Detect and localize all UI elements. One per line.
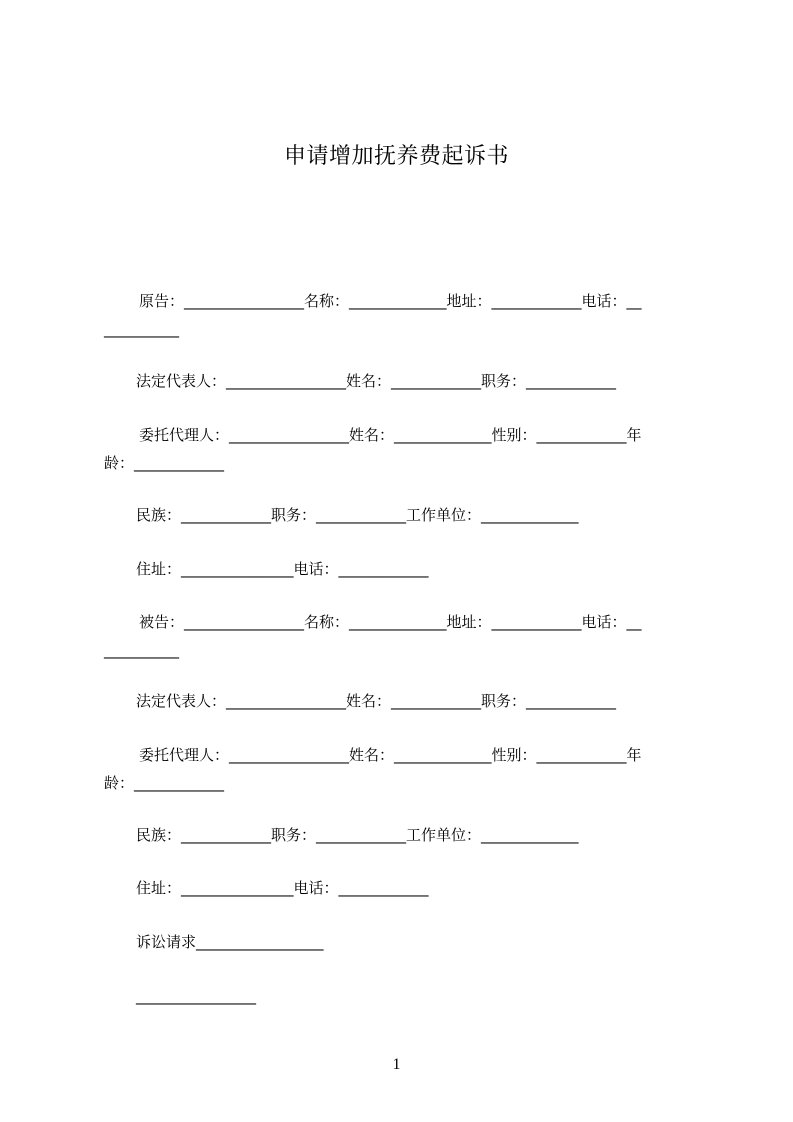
plaintiff-agent-age-line: 龄：____________ (104, 454, 225, 472)
claim-line: 诉讼请求_________________ (136, 933, 324, 951)
defendant-agent-line: 委托代理人：________________姓名：_____________性别：____________年 (139, 746, 642, 764)
defendant-legal-rep-line: 法定代表人：________________姓名：____________职务：____________ (136, 692, 617, 710)
plaintiff-line-continued: __________ (104, 320, 179, 338)
defendant-line: 被告：________________名称：_____________地址：____________电话：__ (139, 613, 642, 631)
defendant-address-line: 住址：_______________电话：____________ (136, 879, 429, 897)
plaintiff-legal-rep-line: 法定代表人：________________姓名：____________职务：____________ (136, 372, 617, 390)
defendant-line-continued: __________ (104, 641, 179, 659)
plaintiff-line: 原告：________________名称：_____________地址：____________电话：__ (139, 292, 642, 310)
page-number: 1 (392, 1056, 401, 1073)
plaintiff-ethnicity-line: 民族：____________职务：____________工作单位：_____________ (136, 506, 579, 524)
plaintiff-agent-line: 委托代理人：________________姓名：_____________性别：____________年 (139, 426, 642, 444)
claim-blank-line: ________________ (136, 987, 256, 1005)
document-title: 申请增加抚养费起诉书 (283, 144, 509, 169)
plaintiff-address-line: 住址：_______________电话：____________ (136, 560, 429, 578)
defendant-ethnicity-line: 民族：____________职务：____________工作单位：_____________ (136, 826, 579, 844)
defendant-agent-age-line: 龄：____________ (104, 774, 225, 792)
